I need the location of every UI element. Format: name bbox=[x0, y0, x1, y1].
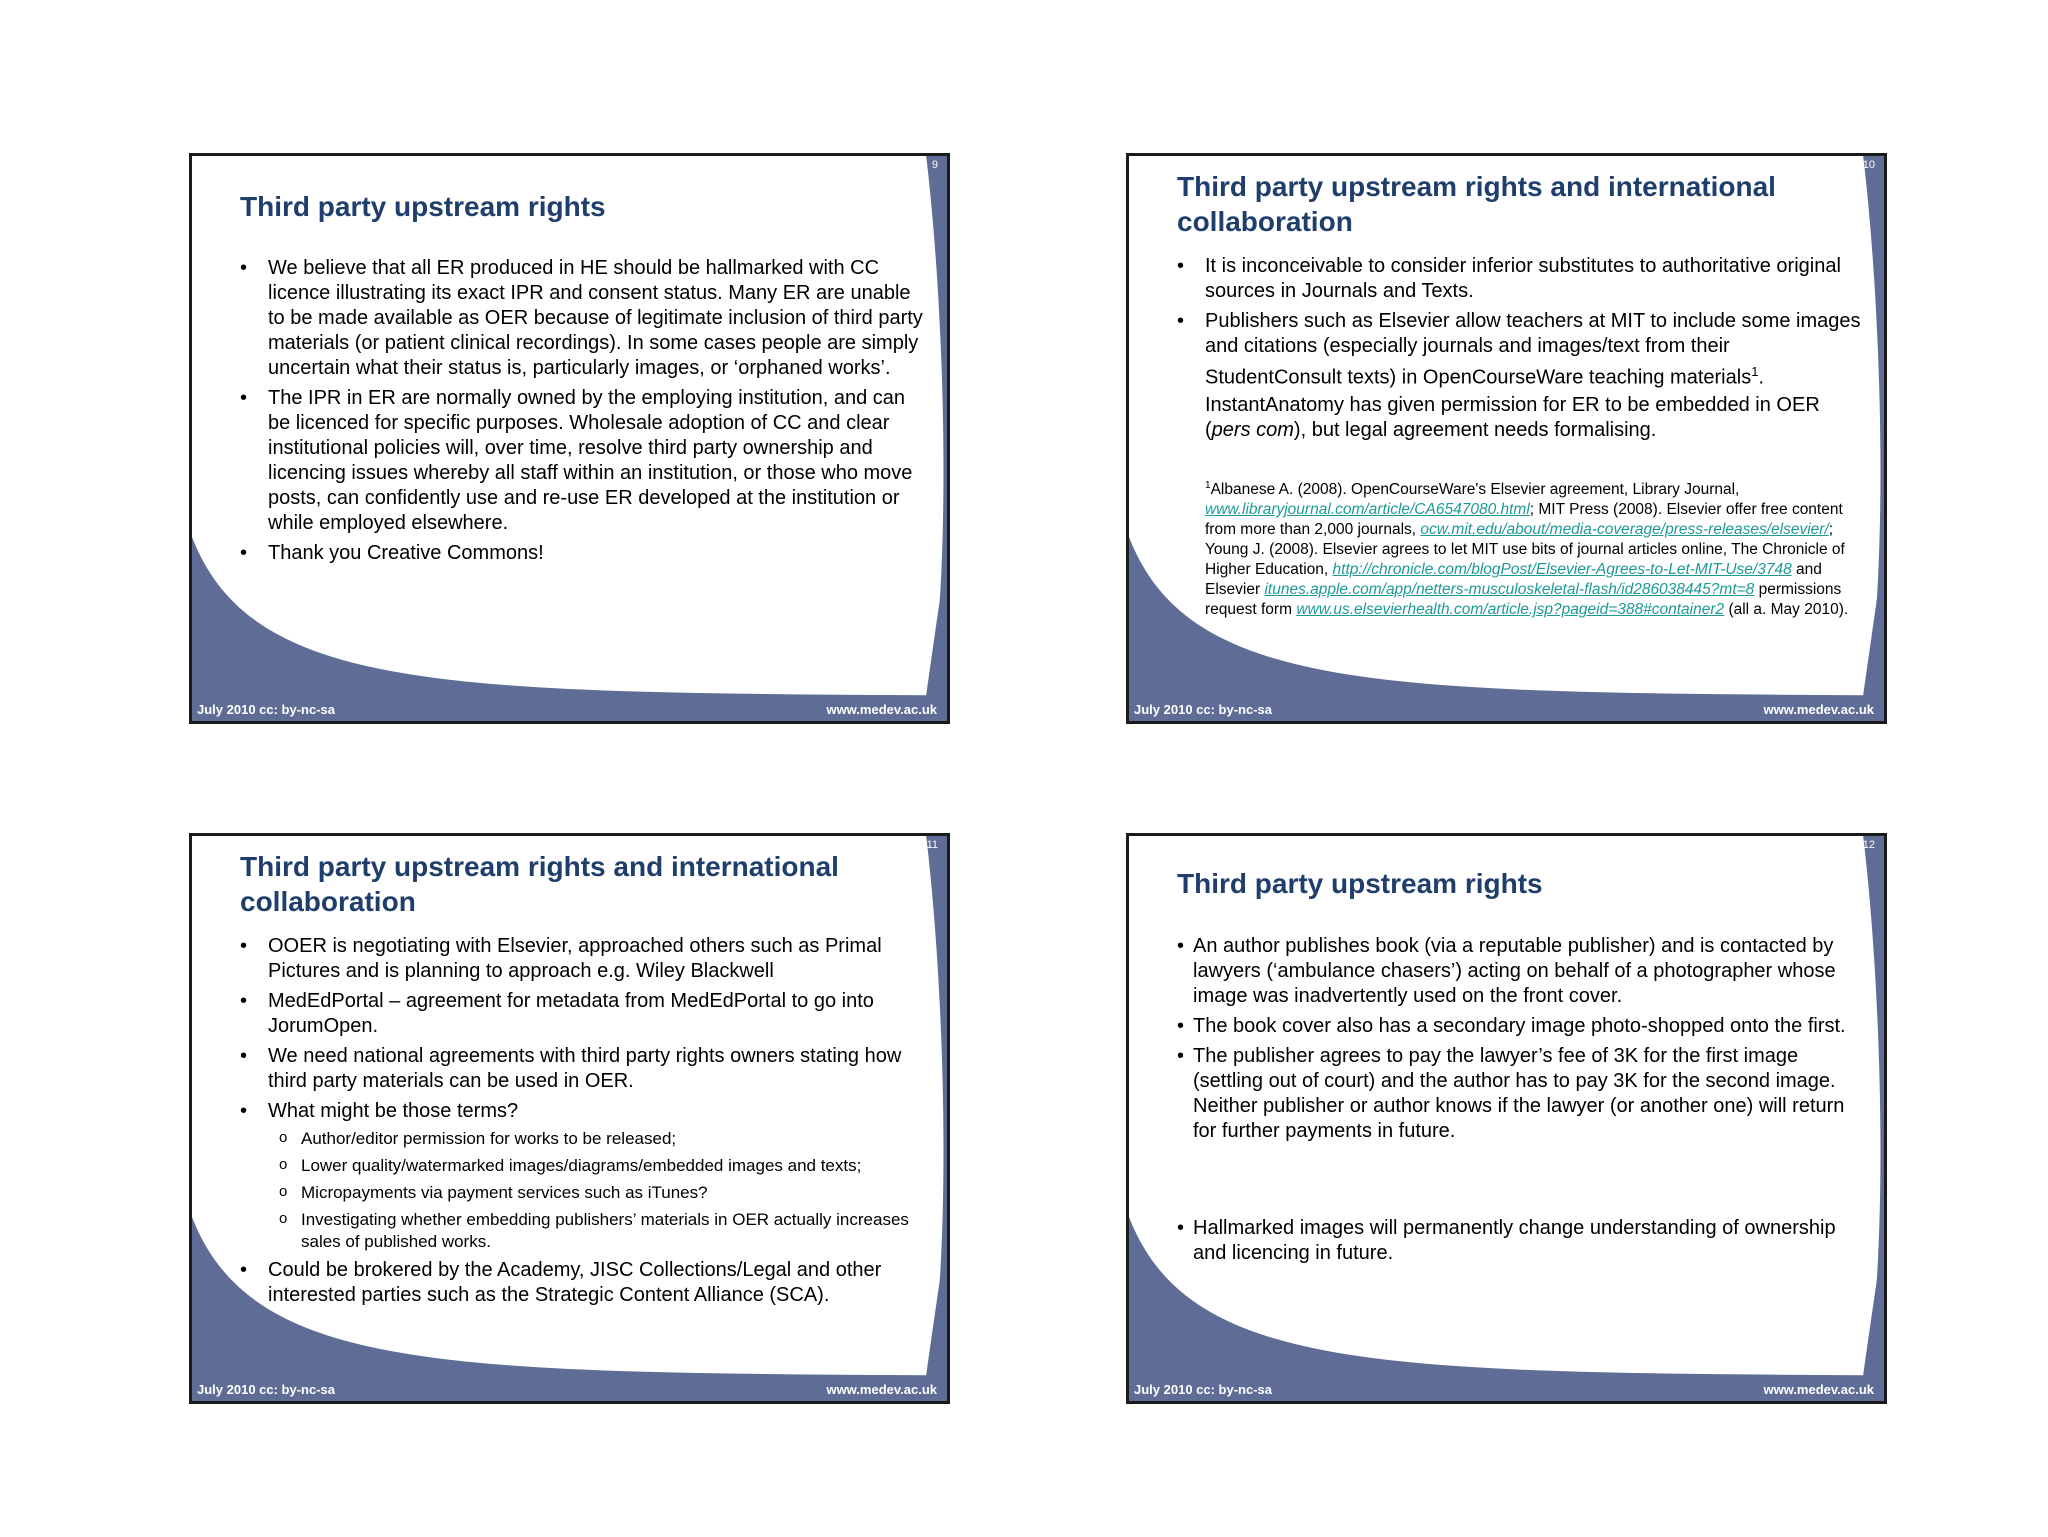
slide-number: 9 bbox=[931, 159, 938, 171]
bullet-item: • Thank you Creative Commons! bbox=[240, 541, 929, 566]
footnote-marker: 1 bbox=[1751, 364, 1759, 379]
sub-bullet-list bbox=[268, 1128, 935, 1253]
bullet-list bbox=[240, 256, 929, 571]
ref-text: permissions request form bbox=[1205, 581, 1842, 619]
references-footnote bbox=[1205, 476, 1870, 620]
bullet-item: • The publisher agrees to pay the lawyer’s fee of 3K for the first image (settling out of court) and the author has to pay 3K for the second image. Neither publisher or author knows if the lawyer (or another one) will return for further payments in future. bbox=[1177, 1044, 1872, 1144]
bullet-end: . bbox=[1758, 366, 1764, 389]
footer-website: www.medev.ac.uk bbox=[1763, 702, 1874, 717]
slide-title: Third party upstream rights bbox=[240, 191, 606, 222]
footer-website: www.medev.ac.uk bbox=[826, 702, 937, 717]
slide-title: Third party upstream rights bbox=[1177, 868, 1543, 899]
ref-text: ; MIT Press (2008). Elsevier offer free content from more than 2,000 journals, bbox=[1205, 501, 1843, 539]
para-text: ), but legal agreement needs formalising. bbox=[1293, 419, 1657, 441]
footer-date-license: July 2010 cc: by-nc-sa bbox=[197, 702, 336, 717]
slide-footer bbox=[1134, 701, 1874, 719]
bullet-item bbox=[1177, 309, 1868, 391]
ref-text: ; Young J. (2008). Elsevier agrees to let MIT use bits of journal articles online, The Chronicle of Higher Education, bbox=[1205, 521, 1845, 579]
ref-link-chronicle[interactable]: http://chronicle.com/blogPost/Elsevier-Agrees-to-Let-MIT-Use/3748 bbox=[1332, 561, 1792, 579]
bullet-item: • Could be brokered by the Academy, JISC Collections/Legal and other interested parties such as the Strategic Content Alliance (SCA). bbox=[240, 1258, 935, 1308]
instantanatomy-paragraph bbox=[1205, 393, 1868, 443]
footer-website: www.medev.ac.uk bbox=[1763, 1382, 1874, 1397]
ref-link-elsevierhealth[interactable]: www.us.elsevierhealth.com/article.jsp?pageid=388#container2 bbox=[1296, 601, 1725, 619]
bullet-item bbox=[240, 1099, 935, 1253]
ref-link-itunes[interactable]: itunes.apple.com/app/netters-musculoskeletal-flash/id286038445?mt=8 bbox=[1264, 581, 1755, 599]
para-text: InstantAnatomy has given permission for ER to be embedded in OER ( bbox=[1205, 394, 1820, 441]
slide-footer bbox=[197, 701, 937, 719]
slide-title: Third party upstream rights and international collaboration bbox=[240, 851, 839, 917]
footer-date-license: July 2010 cc: by-nc-sa bbox=[1134, 702, 1273, 717]
bullet-list bbox=[1177, 254, 1868, 396]
bullet-item: • The book cover also has a secondary image photo-shopped onto the first. bbox=[1177, 1014, 1872, 1039]
slide-title: Third party upstream rights and international collaboration bbox=[1177, 171, 1776, 237]
footer-website: www.medev.ac.uk bbox=[826, 1382, 937, 1397]
bullet-item: • Hallmarked images will permanently change understanding of ownership and licencing in future. bbox=[1177, 1216, 1872, 1266]
slide-number: 10 bbox=[1862, 159, 1875, 171]
bullet-text: What might be those terms? bbox=[268, 1100, 519, 1122]
bullet-item: • OOER is negotiating with Elsevier, approached others such as Primal Pictures and is planning to approach e.g. Wiley Blackwell bbox=[240, 934, 935, 984]
para-italic: pers com bbox=[1211, 419, 1294, 441]
sub-bullet-item: o Lower quality/watermarked images/diagrams/embedded images and texts; bbox=[268, 1155, 935, 1177]
bullet-list bbox=[1177, 1216, 1872, 1271]
slide-10 bbox=[1126, 153, 1887, 724]
ref-link-mit-ocw[interactable]: ocw.mit.edu/about/media-coverage/press-releases/elsevier/ bbox=[1420, 521, 1829, 539]
slide-11 bbox=[189, 833, 950, 1404]
footnote-number: 1 bbox=[1205, 480, 1211, 491]
slide-12 bbox=[1126, 833, 1887, 1404]
bullet-text: Publishers such as Elsevier allow teachers at MIT to include some images and citations (especially journals and images/text from their StudentConsult texts) in OpenCourseWare teaching materials bbox=[1205, 310, 1861, 389]
slide-footer bbox=[197, 1381, 937, 1399]
ref-text: and Elsevier bbox=[1205, 561, 1822, 599]
slide-number: 12 bbox=[1862, 839, 1875, 851]
bullet-list bbox=[1177, 934, 1872, 1149]
sub-bullet-item: o Micropayments via payment services such as iTunes? bbox=[268, 1182, 935, 1204]
bullet-item: • The IPR in ER are normally owned by the employing institution, and can be licenced for specific purposes. Wholesale adoption of CC and clear institutional policies will, over time, resolve third party ownership and licencing issues whereby all staff within an institution, or those who move posts, can confidently use and re-use ER developed at the institution or while employed elsewhere. bbox=[240, 386, 929, 536]
bullet-item: • An author publishes book (via a reputable publisher) and is contacted by lawyers (‘ambulance chasers’) acting on behalf of a photographer whose image was inadvertently used on the front cover. bbox=[1177, 934, 1872, 1009]
bullet-item: • We need national agreements with third party rights owners stating how third party materials can be used in OER. bbox=[240, 1044, 935, 1094]
slide-9 bbox=[189, 153, 950, 724]
bullet-list bbox=[240, 934, 935, 1313]
sub-bullet-item: o Author/editor permission for works to be released; bbox=[268, 1128, 935, 1150]
ref-text: (all a. May 2010). bbox=[1728, 601, 1849, 619]
bullet-item: • It is inconceivable to consider inferior substitutes to authoritative original sources in Journals and Texts. bbox=[1177, 254, 1868, 304]
sub-bullet-item: o Investigating whether embedding publishers’ materials in OER actually increases sales of published works. bbox=[268, 1209, 935, 1253]
slide-footer bbox=[1134, 1381, 1874, 1399]
ref-text: Albanese A. (2008). OpenCourseWare's Elsevier agreement, Library Journal, bbox=[1210, 481, 1740, 499]
footer-date-license: July 2010 cc: by-nc-sa bbox=[197, 1382, 336, 1397]
bullet-item: • MedEdPortal – agreement for metadata from MedEdPortal to go into JorumOpen. bbox=[240, 989, 935, 1039]
bullet-item: • We believe that all ER produced in HE should be hallmarked with CC licence illustrating its exact IPR and consent status. Many ER are unable to be made available as OER because of legitimate inclusion of third party materials (or patient clinical recordings). In some cases people are simply uncertain what their status is, particularly images, or ‘orphaned works’. bbox=[240, 256, 929, 381]
slide-number: 11 bbox=[926, 839, 938, 851]
ref-link-libraryjournal[interactable]: www.libraryjournal.com/article/CA6547080.html bbox=[1205, 501, 1530, 519]
footer-date-license: July 2010 cc: by-nc-sa bbox=[1134, 1382, 1273, 1397]
